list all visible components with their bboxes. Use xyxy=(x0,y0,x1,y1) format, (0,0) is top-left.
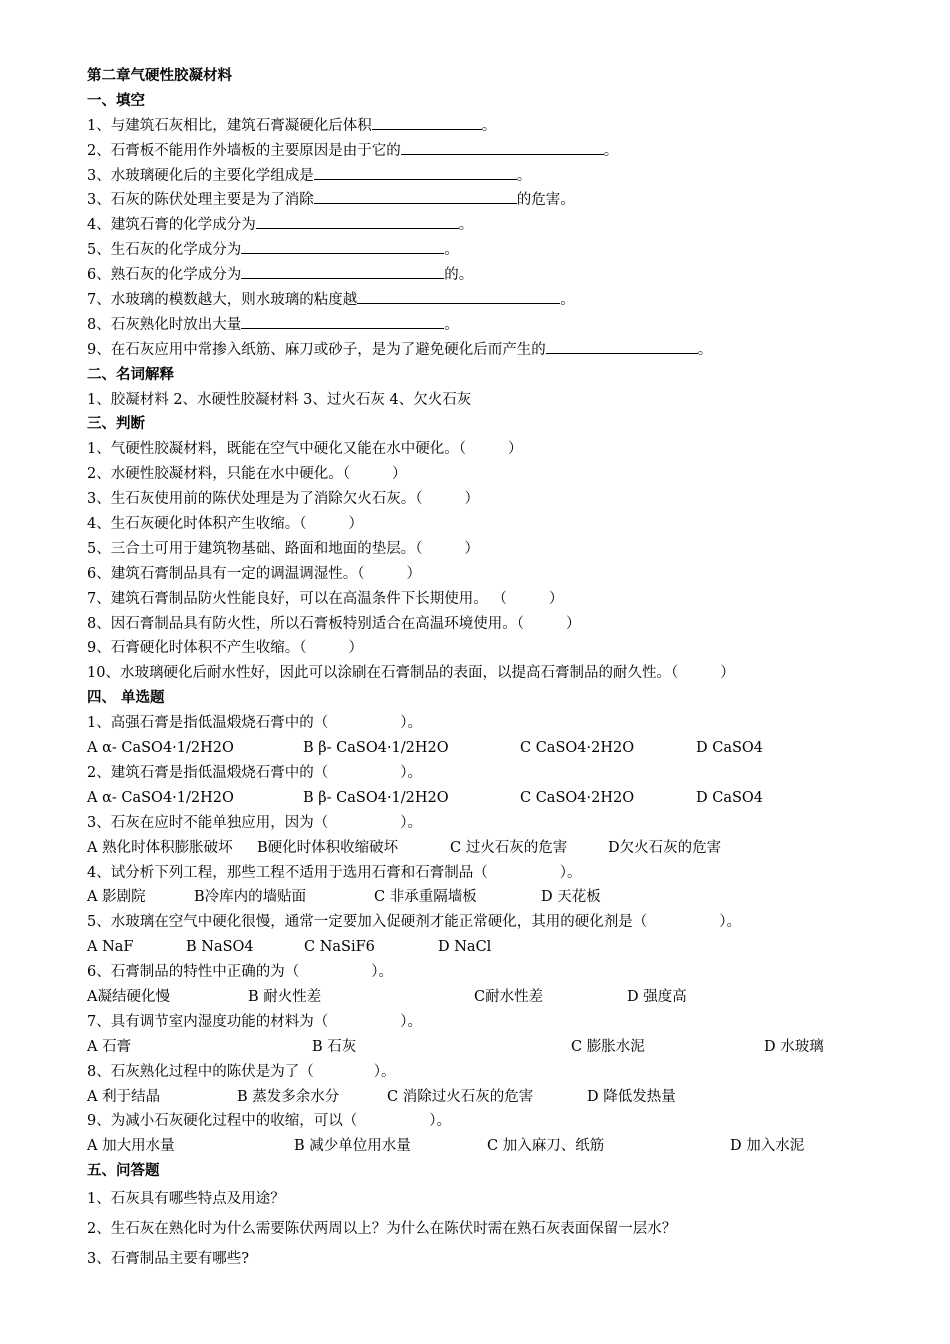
qa-question: 2、生石灰在熟化时为什么需要陈伏两周以上？为什么在陈伏时需在熟石灰表面保留一层水？ xyxy=(87,1221,677,1238)
fill-question: 3、水玻璃硬化后的主要化学组成是 。 xyxy=(87,164,887,189)
fill-question: 8、石灰熟化时放出大量 。 xyxy=(87,313,887,338)
section-heading-fill: 一、填空 xyxy=(87,91,145,109)
judge-question: 2、水硬性胶凝材料，只能在水中硬化。（ ） xyxy=(87,466,407,483)
option-b: B 石灰 xyxy=(312,1038,357,1055)
option-a: A 石膏 xyxy=(87,1038,132,1055)
choice-question: 6、石膏制品的特性中正确的为（ ）。 xyxy=(87,964,393,981)
choice-question: 9、为减小石灰硬化过程中的收缩，可以（ ）。 xyxy=(87,1113,451,1130)
qa-question: 1、石灰具有哪些特点及用途？ xyxy=(87,1191,285,1208)
option-c: C 膨胀水泥 xyxy=(571,1038,645,1055)
choice-question: 2、建筑石膏是指低温煅烧石膏中的（ ）。 xyxy=(87,764,422,781)
option-c: C CaSO4·2H2O xyxy=(520,789,635,806)
judge-question: 8、因石膏制品具有防火性，所以石膏板特别适合在高温环境使用。（ ） xyxy=(87,615,581,632)
fill-question: 1、与建筑石灰相比，建筑石膏凝硬化后体积 。 xyxy=(87,114,887,139)
option-a: A α- CaSO4·1/2H2O xyxy=(87,740,234,757)
qa-question: 3、石膏制品主要有哪些? xyxy=(87,1251,249,1268)
section-heading-terms: 二、名词解释 xyxy=(87,365,174,383)
option-c: C 非承重隔墙板 xyxy=(374,889,477,906)
choice-options xyxy=(87,786,887,811)
choice-options xyxy=(87,1134,887,1159)
choice-question: 7、具有调节室内湿度功能的材料为（ ）。 xyxy=(87,1013,422,1030)
choice-question: 3、石灰在应时不能单独应用，因为（ ）。 xyxy=(87,814,422,831)
judge-question: 1、气硬性胶凝材料，既能在空气中硬化又能在水中硬化。（ ） xyxy=(87,441,523,458)
choice-options xyxy=(87,736,887,761)
option-d: D NaCl xyxy=(438,939,492,956)
fill-question: 2、石膏板不能用作外墙板的主要原因是由于它的 。 xyxy=(87,139,887,164)
chapter-title: 第二章气硬性胶凝材料 xyxy=(87,67,232,84)
choice-question: 5、水玻璃在空气中硬化很慢，通常一定要加入促硬剂才能正常硬化，其用的硬化剂是（ ）。 xyxy=(87,914,741,931)
option-a: A 影剧院 xyxy=(87,889,146,906)
fill-question: 9、在石灰应用中常掺入纸筋、麻刀或砂子，是为了避免硬化后而产生的 。 xyxy=(87,338,887,363)
option-d: D欠火石灰的危害 xyxy=(608,839,722,856)
option-d: D 降低发热量 xyxy=(587,1088,676,1105)
fill-question: 5、生石灰的化学成分为 。 xyxy=(87,238,887,263)
option-c: C 加入麻刀、纸筋 xyxy=(487,1138,605,1155)
judge-question: 3、生石灰使用前的陈伏处理是为了消除欠火石灰。（ ） xyxy=(87,491,479,508)
fill-question: 7、水玻璃的模数越大，则水玻璃的粘度越 。 xyxy=(87,288,887,313)
choice-question: 4、试分析下列工程，那些工程不适用于选用石膏和石膏制品（ ）。 xyxy=(87,864,582,881)
judge-question: 5、三合土可用于建筑物基础、路面和地面的垫层。（ ） xyxy=(87,540,479,557)
option-a: A NaF xyxy=(87,939,134,956)
terms-list: 1、胶凝材料 2、水硬性胶凝材料 3、过火石灰 4、欠火石灰 xyxy=(87,391,472,408)
option-d: D 天花板 xyxy=(541,889,601,906)
option-c: C 消除过火石灰的危害 xyxy=(387,1088,534,1105)
option-c: C CaSO4·2H2O xyxy=(520,740,635,757)
option-b: B 耐火性差 xyxy=(248,988,322,1005)
choice-options xyxy=(87,935,887,960)
choice-options xyxy=(87,885,887,910)
option-c: C NaSiF6 xyxy=(304,939,375,956)
fill-question: 3、石灰的陈伏处理主要是为了消除 的危害。 xyxy=(87,188,887,213)
document-page xyxy=(87,64,887,1274)
option-d: D 水玻璃 xyxy=(764,1038,824,1055)
section-heading-judge: 三、判断 xyxy=(87,415,145,433)
option-b: B 蒸发多余水分 xyxy=(237,1088,340,1105)
option-b: B冷库内的墙贴面 xyxy=(194,889,307,906)
option-d: D 强度高 xyxy=(627,988,687,1005)
choice-options xyxy=(87,985,887,1010)
section-heading-choice: 四、 单选题 xyxy=(87,689,165,707)
choice-question: 8、石灰熟化过程中的陈伏是为了（ ）。 xyxy=(87,1063,396,1080)
option-a: A 利于结晶 xyxy=(87,1088,161,1105)
fill-question: 6、熟石灰的化学成分为 的。 xyxy=(87,263,887,288)
option-c: C 过火石灰的危害 xyxy=(450,839,568,856)
option-b: B硬化时体积收缩破坏 xyxy=(257,839,399,856)
option-a: A凝结硬化慢 xyxy=(87,988,170,1005)
judge-question: 10、水玻璃硬化后耐水性好，因此可以涂刷在石膏制品的表面，以提高石膏制品的耐久性。（ ） xyxy=(87,665,735,682)
option-a: A 熟化时体积膨胀破坏 xyxy=(87,839,233,856)
option-b: B 减少单位用水量 xyxy=(294,1138,411,1155)
judge-question: 9、石膏硬化时体积不产生收缩。（ ） xyxy=(87,640,363,657)
fill-question: 4、建筑石膏的化学成分为 。 xyxy=(87,213,887,238)
judge-question: 7、建筑石膏制品防火性能良好，可以在高温条件下长期使用。 （ ） xyxy=(87,590,564,607)
option-b: B NaSO4 xyxy=(186,939,254,956)
choice-options xyxy=(87,836,887,861)
option-b: B β- CaSO4·1/2H2O xyxy=(303,740,449,757)
choice-options xyxy=(87,1035,887,1060)
judge-question: 6、建筑石膏制品具有一定的调温调湿性。（ ） xyxy=(87,565,421,582)
choice-options xyxy=(87,1085,887,1110)
option-d: D CaSO4 xyxy=(696,789,764,806)
choice-question: 1、高强石膏是指低温煅烧石膏中的（ ）。 xyxy=(87,715,422,732)
option-c: C耐水性差 xyxy=(474,988,544,1005)
section-heading-qa: 五、问答题 xyxy=(87,1162,160,1180)
option-b: B β- CaSO4·1/2H2O xyxy=(303,789,449,806)
option-d: D 加入水泥 xyxy=(730,1138,805,1155)
option-a: A α- CaSO4·1/2H2O xyxy=(87,789,234,806)
option-d: D CaSO4 xyxy=(696,740,764,757)
option-a: A 加大用水量 xyxy=(87,1138,175,1155)
judge-question: 4、生石灰硬化时体积产生收缩。（ ） xyxy=(87,516,363,533)
